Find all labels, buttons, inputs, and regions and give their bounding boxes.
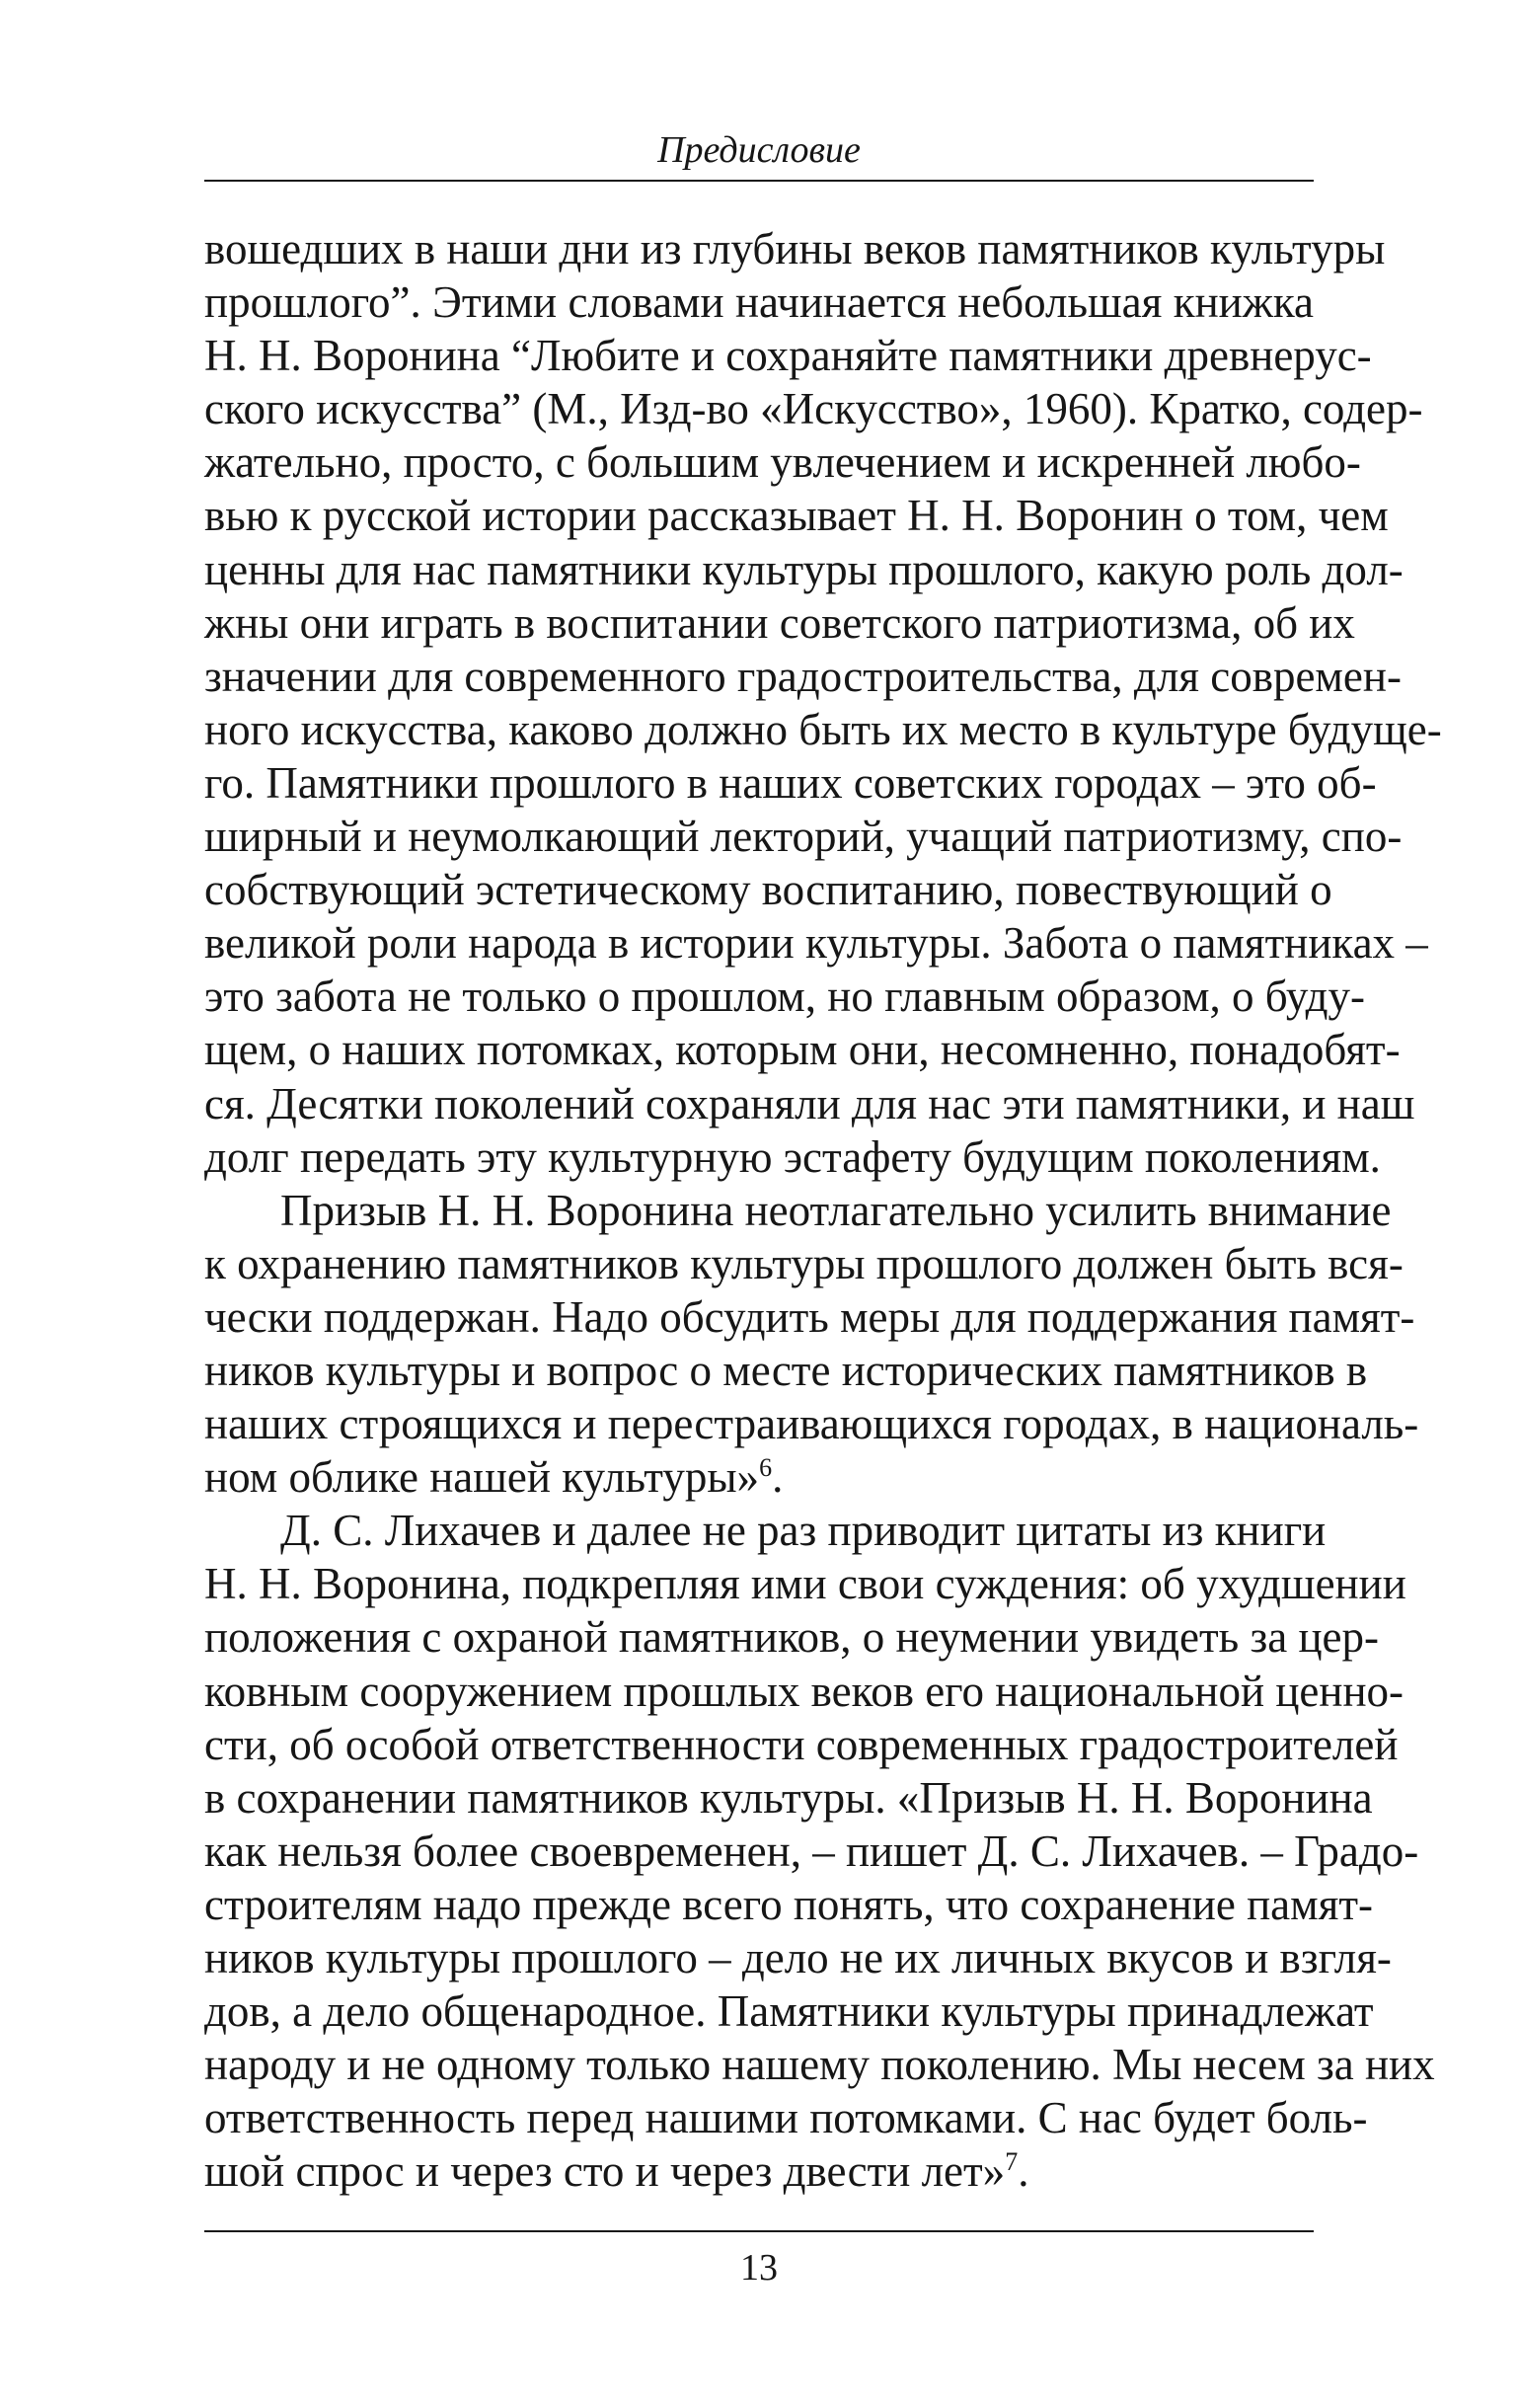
text-line: щем, о наших потомках, которым они, несомненно, понадобят-	[204, 1025, 1401, 1075]
text-line-with-footnote	[204, 2144, 1314, 2198]
text-line: это забота не только о прошлом, но главным образом, о буду-	[204, 971, 1365, 1022]
text-line: ном облике нашей культуры»	[204, 1452, 760, 1503]
footnote-marker: 6	[759, 1453, 773, 1483]
text-line: как нельзя более своевременен, – пишет Д. С. Лихачев. – Градо-	[204, 1825, 1419, 1876]
text-line: жательно, просто, с большим увлечением и искренней любо-	[204, 437, 1361, 488]
text-line: ковным сооружением прошлых веков его национальной ценно-	[204, 1666, 1404, 1716]
trailing-punctuation: .	[772, 1452, 784, 1503]
text-line: Д. С. Лихачев и далее не раз приводит цитаты из книги	[280, 1506, 1327, 1556]
text-line: Н. Н. Воронина, подкрепляя ими свои суждения: об ухудшении	[204, 1559, 1406, 1609]
text-line-with-footnote	[204, 1450, 1314, 1504]
text-line: сти, об особой ответственности современных градостроителей	[204, 1719, 1399, 1769]
text-line: строителям надо прежде всего понять, что сохранение памят-	[204, 1879, 1373, 1929]
text-line: ников культуры прошлого – дело не их личных вкусов и взгля-	[204, 1933, 1392, 1982]
page-number: 13	[740, 2247, 778, 2289]
text-line: го. Памятники прошлого в наших советских городах – это об-	[204, 757, 1377, 808]
trailing-punctuation: .	[1018, 2146, 1029, 2197]
header-rule	[204, 180, 1314, 182]
running-title: Предисловие	[657, 129, 861, 171]
text-line: Призыв Н. Н. Воронина неотлагательно усилить внимание	[280, 1185, 1392, 1235]
text-line: значении для современного градостроительства, для современ-	[204, 651, 1402, 701]
text-line: дов, а дело общенародное. Памятники культуры принадлежат	[204, 1986, 1374, 2037]
text-line: прошлого”. Этими словами начинается небольшая книжка	[204, 277, 1314, 328]
text-line: шой спрос и через сто и через двести лет»	[204, 2146, 1006, 2197]
text-line: долг передать эту культурную эстафету будущим поколениям.	[204, 1131, 1381, 1182]
text-line: жны они играть в воспитании советского патриотизма, об их	[204, 597, 1355, 648]
footer-rule	[204, 2230, 1314, 2232]
text-line: вошедших в наши дни из глубины веков памятников культуры	[204, 224, 1386, 273]
body-text	[204, 222, 1442, 2198]
text-line: народу и не одному только нашему поколению. Мы несем за них	[204, 2040, 1435, 2090]
text-line: в сохранении памятников культуры. «Призыв Н. Н. Воронина	[204, 1772, 1373, 1823]
text-line: великой роли народа в истории культуры. Забота о памятниках –	[204, 918, 1428, 969]
text-line: ников культуры и вопрос о месте исторических памятников в	[204, 1345, 1368, 1395]
text-line: ценны для нас памятники культуры прошлого, какую роль дол-	[204, 544, 1404, 594]
text-line: собствующий эстетическому воспитанию, повествующий о	[204, 865, 1332, 915]
text-line: к охранению памятников культуры прошлого должен быть вся-	[204, 1238, 1404, 1288]
text-line: Н. Н. Воронина “Любите и сохраняйте памятники древнерус-	[204, 331, 1372, 381]
text-line: ся. Десятки поколений сохраняли для нас эти памятники, и наш	[204, 1078, 1415, 1128]
text-line: ского искусства” (М., Изд-во «Искусство», 1960). Кратко, содер-	[204, 384, 1423, 434]
text-line: ширный и неумолкающий лекторий, учащий патриотизму, спо-	[204, 812, 1403, 862]
text-line: положения с охраной памятников, о неумении увидеть за цер-	[204, 1612, 1379, 1663]
text-line: чески поддержан. Надо обсудить меры для поддержания памят-	[204, 1291, 1415, 1342]
footnote-marker: 7	[1005, 2147, 1019, 2177]
text-line: ответственность перед нашими потомками. С нас будет боль-	[204, 2093, 1368, 2143]
text-line: вью к русской истории рассказывает Н. Н. Воронин о том, чем	[204, 491, 1389, 541]
text-line: ного искусства, каково должно быть их место в культуре будуще-	[204, 704, 1442, 754]
text-line: наших строящихся и перестраивающихся городах, в националь-	[204, 1399, 1419, 1449]
